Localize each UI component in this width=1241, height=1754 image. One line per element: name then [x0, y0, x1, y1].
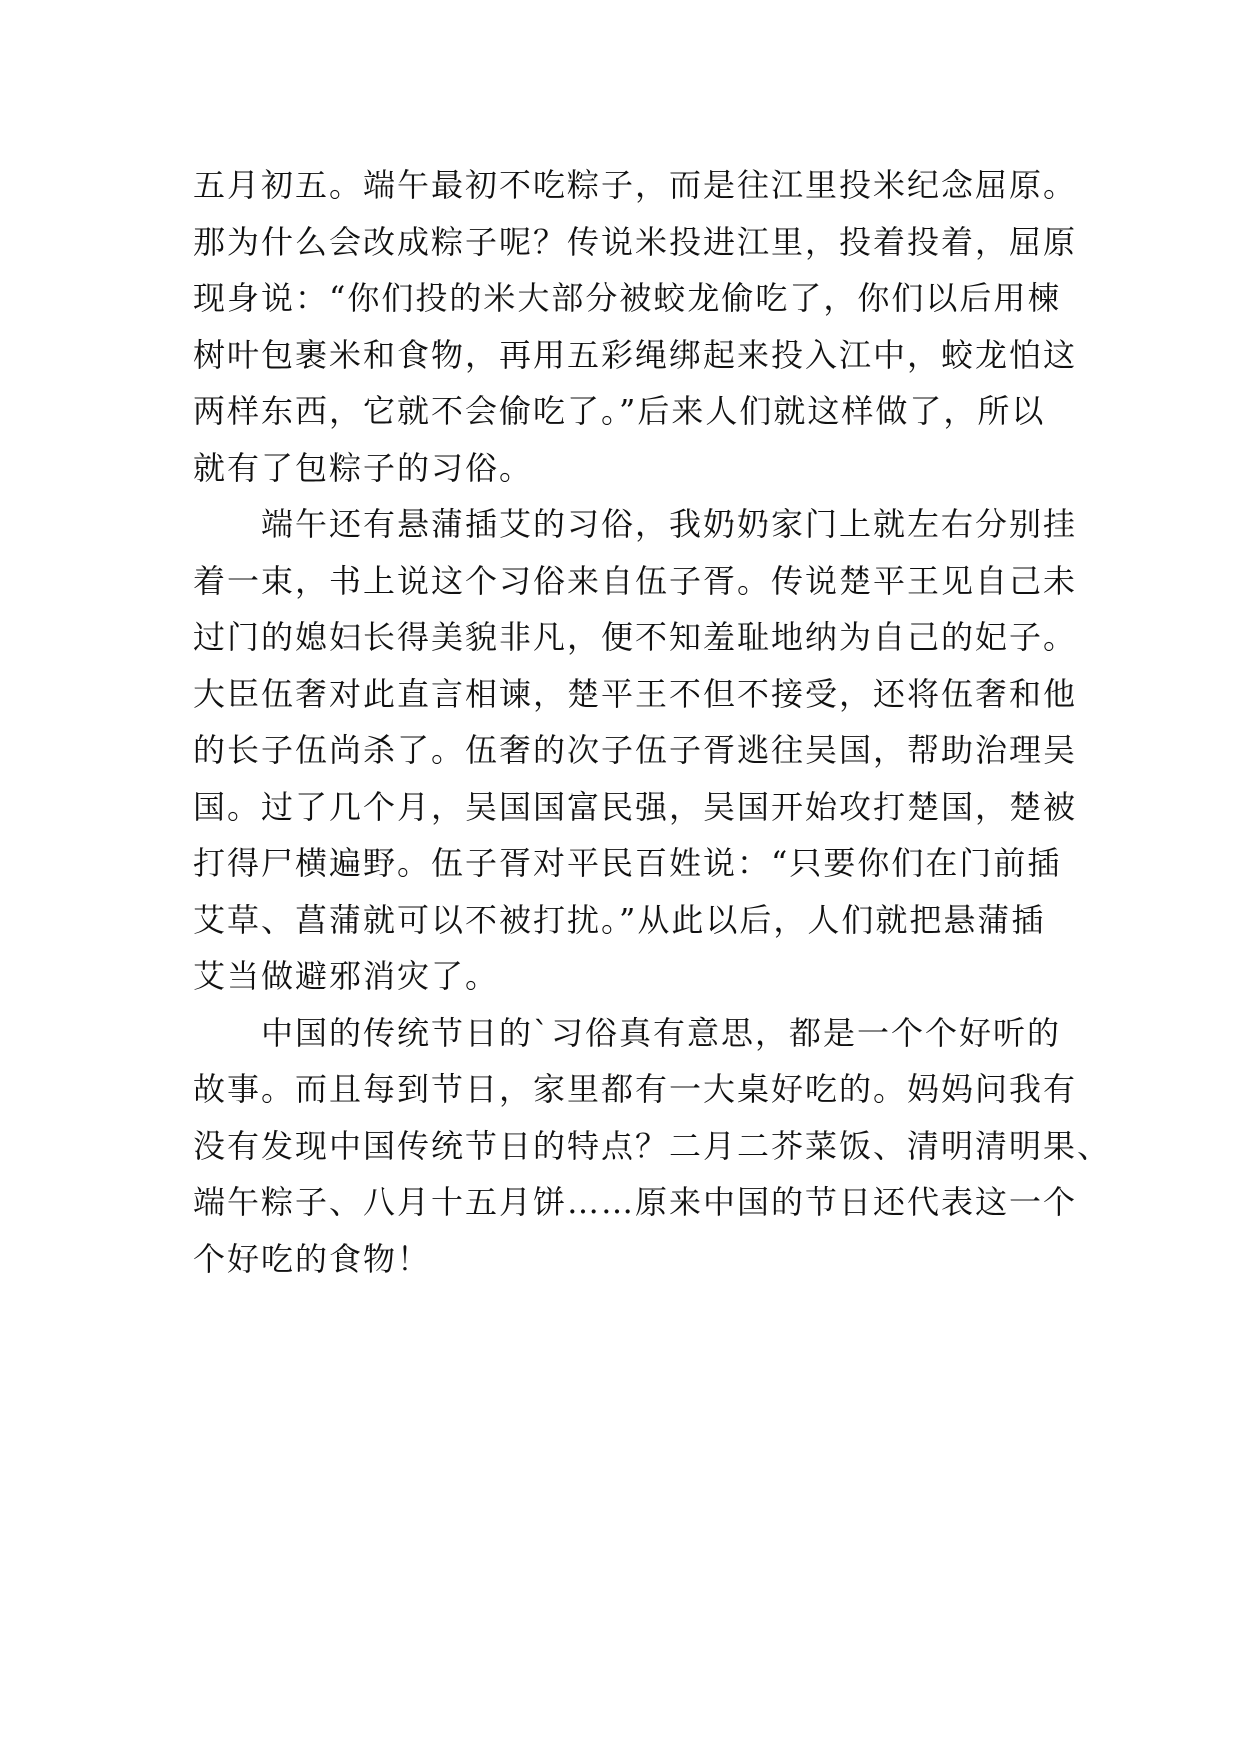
text-line: 艾草、菖蒲就可以不被打扰。”从此以后，人们就把悬蒲插: [193, 900, 1046, 939]
text-line: 个好吃的食物！: [193, 1239, 432, 1278]
text-line: 大臣伍奢对此直言相谏，楚平王不但不接受，还将伍奢和他: [193, 674, 1078, 713]
text-line: 端午还有悬蒲插艾的习俗，我奶奶家门上就左右分别挂: [193, 505, 1078, 543]
article-body: [193, 157, 1112, 1287]
text-line: 五月初五。端午最初不吃粽子，而是往江里投米纪念屈原。: [193, 166, 1078, 204]
text-line: 故事。而且每到节日，家里都有一大桌好吃的。妈妈问我有: [193, 1070, 1078, 1108]
text-line: 两样东西，它就不会偷吃了。”后来人们就这样做了，所以: [193, 392, 1046, 430]
text-line: 端午粽子、八月十五月饼……原来中国的节日还代表这一个: [193, 1183, 1078, 1221]
text-line: 现身说：“你们投的米大部分被蛟龙偷吃了，你们以后用楝: [193, 279, 1062, 317]
text-line: 树叶包裹米和食物，再用五彩绳绑起来投入江中，蛟龙怕这: [193, 335, 1078, 374]
text-line: 没有发现中国传统节日的特点？二月二芥菜饭、清明清明果、: [193, 1126, 1112, 1165]
text-line: 过门的媳妇长得美貌非凡，便不知羞耻地纳为自己的妃子。: [193, 618, 1078, 656]
text-line: 中国的传统节日的`习俗真有意思，都是一个个好听的: [193, 1013, 1062, 1052]
text-line: 艾当做避邪消灾了。: [193, 957, 500, 995]
text-line: 国。过了几个月，吴国国富民强，吴国开始攻打楚国，楚被: [193, 787, 1078, 826]
text-line: 那为什么会改成粽子呢？传说米投进江里，投着投着，屈原: [193, 222, 1078, 261]
text-line: 就有了包粽子的习俗。: [193, 448, 534, 487]
text-line: 的长子伍尚杀了。伍奢的次子伍子胥逃往吴国，帮助治理吴: [193, 731, 1078, 769]
text-line: 着一束，书上说这个习俗来自伍子胥。传说楚平王见自己未: [193, 561, 1078, 600]
text-line: 打得尸横遍野。伍子胥对平民百姓说：“只要你们在门前插: [193, 844, 1062, 882]
